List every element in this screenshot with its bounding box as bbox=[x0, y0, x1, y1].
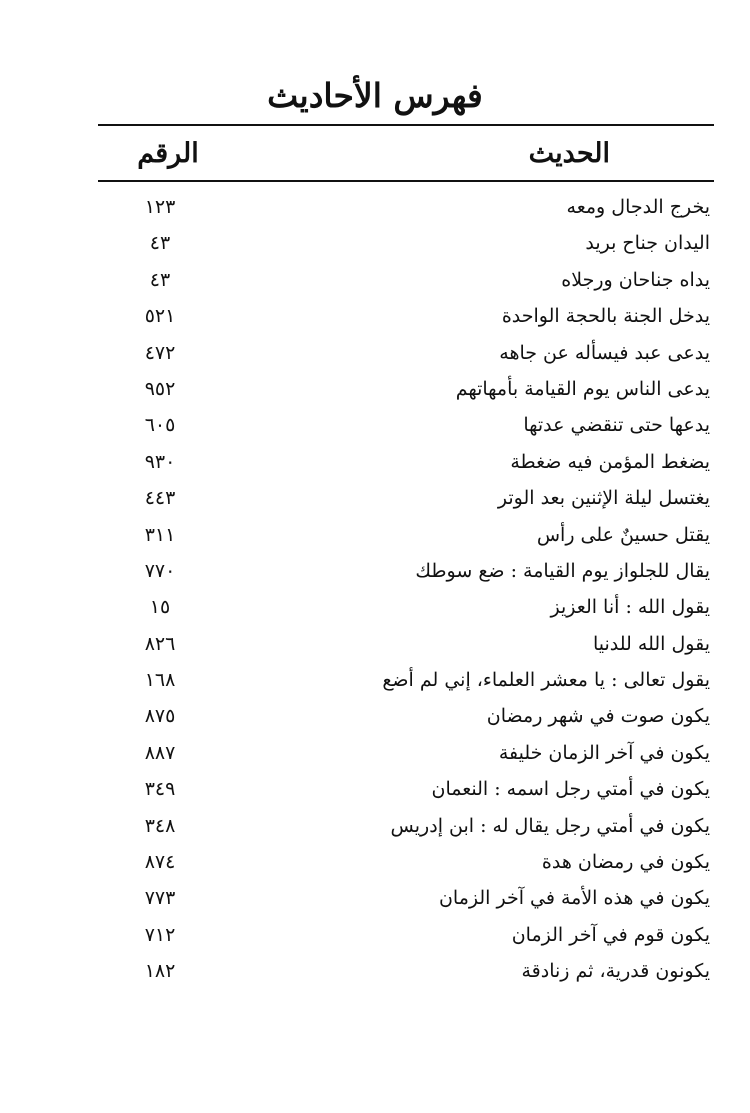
hadith-number: ٨٧٥ bbox=[144, 705, 176, 728]
hadith-number: ١٢٣ bbox=[144, 196, 176, 218]
hadith-number: ٤٣ bbox=[149, 268, 171, 291]
hadith-text: يغتسل ليلة الإثنين بعد الوتر bbox=[497, 487, 710, 510]
hadith-number: ١٨٢ bbox=[144, 960, 176, 983]
hadith-number: ٨٧٤ bbox=[144, 851, 176, 874]
hadith-text: يكون صوت في شهر رمضان bbox=[486, 705, 710, 728]
index-row bbox=[0, 881, 750, 917]
hadith-number: ١٥ bbox=[149, 596, 171, 619]
hadith-text: يكون في هذه الأمة في آخر الزمان bbox=[438, 887, 710, 910]
hadith-number: ٧١٢ bbox=[144, 923, 176, 946]
index-row bbox=[0, 554, 750, 590]
hadith-text: اليدان جناح بريد bbox=[585, 232, 710, 255]
index-row bbox=[0, 845, 750, 881]
hadith-number: ٣٤٨ bbox=[144, 814, 176, 837]
hadith-number: ٤٧٢ bbox=[144, 341, 176, 364]
hadith-text: يقال للجلواز يوم القيامة : ضع سوطك bbox=[415, 559, 710, 582]
index-row bbox=[0, 299, 750, 335]
hadith-text: يقول تعالى : يا معشر العلماء، إني لم أضع bbox=[382, 669, 710, 692]
hadith-text: يضغط المؤمن فيه ضغطة bbox=[510, 450, 710, 473]
index-row bbox=[0, 263, 750, 299]
index-row bbox=[0, 590, 750, 626]
index-row bbox=[0, 336, 750, 372]
hadith-text: يكون قوم في آخر الزمان bbox=[511, 923, 710, 946]
index-row bbox=[0, 445, 750, 481]
hadith-text: يكون في رمضان هدة bbox=[541, 851, 710, 874]
index-row bbox=[0, 408, 750, 444]
hadith-text: يخرج الدجال ومعه bbox=[566, 196, 710, 218]
index-row bbox=[0, 518, 750, 554]
index-row bbox=[0, 663, 750, 699]
hadith-text: يقول الله للدنيا bbox=[592, 632, 710, 655]
page-title: فهرس الأحاديث bbox=[267, 76, 483, 115]
hadith-text: يدخل الجنة بالحجة الواحدة bbox=[501, 305, 710, 328]
hadith-index-list bbox=[0, 190, 750, 991]
hadith-number: ٤٤٣ bbox=[144, 487, 176, 510]
hadith-text: يكون في أمتي رجل يقال له : ابن إدريس bbox=[390, 814, 710, 837]
index-row bbox=[0, 372, 750, 408]
index-row bbox=[0, 772, 750, 808]
header-bottom-rule bbox=[98, 180, 714, 182]
header-top-rule bbox=[98, 124, 714, 126]
hadith-text: يكون في أمتي رجل اسمه : النعمان bbox=[431, 778, 710, 801]
hadith-number: ٥٢١ bbox=[144, 305, 176, 328]
hadith-text: يدعى عبد فيسأله عن جاهه bbox=[499, 341, 710, 364]
index-row bbox=[0, 699, 750, 735]
index-row bbox=[0, 954, 750, 990]
index-row bbox=[0, 190, 750, 226]
index-row bbox=[0, 809, 750, 845]
hadith-text: يكون في آخر الزمان خليفة bbox=[498, 741, 710, 764]
index-row bbox=[0, 627, 750, 663]
column-header-hadith: الحديث bbox=[528, 138, 610, 169]
hadith-number: ٣١١ bbox=[144, 523, 176, 546]
hadith-text: يدعى الناس يوم القيامة بأمهاتهم bbox=[455, 377, 710, 400]
hadith-number: ٧٧٠ bbox=[144, 559, 176, 582]
hadith-number: ٩٣٠ bbox=[144, 450, 176, 473]
hadith-text: يقول الله : أنا العزيز bbox=[550, 596, 710, 619]
index-row bbox=[0, 226, 750, 262]
hadith-text: يكونون قدرية، ثم زنادقة bbox=[521, 960, 710, 983]
hadith-number: ٨٨٧ bbox=[144, 741, 176, 764]
hadith-number: ٧٧٣ bbox=[144, 887, 176, 910]
hadith-text: يداه جناحان ورجلاه bbox=[561, 268, 710, 291]
hadith-number: ٣٤٩ bbox=[144, 778, 176, 801]
hadith-number: ١٦٨ bbox=[144, 669, 176, 692]
index-row bbox=[0, 918, 750, 954]
hadith-text: يدعها حتى تنقضي عدتها bbox=[523, 414, 710, 437]
hadith-number: ٤٣ bbox=[149, 232, 171, 255]
column-header-number: الرقم bbox=[137, 138, 199, 169]
hadith-number: ٩٥٢ bbox=[144, 377, 176, 400]
hadith-text: يقتل حسينٌ على رأس bbox=[536, 523, 710, 546]
hadith-number: ٦٠٥ bbox=[144, 414, 176, 437]
index-row bbox=[0, 481, 750, 517]
hadith-number: ٨٢٦ bbox=[144, 632, 176, 655]
index-row bbox=[0, 736, 750, 772]
